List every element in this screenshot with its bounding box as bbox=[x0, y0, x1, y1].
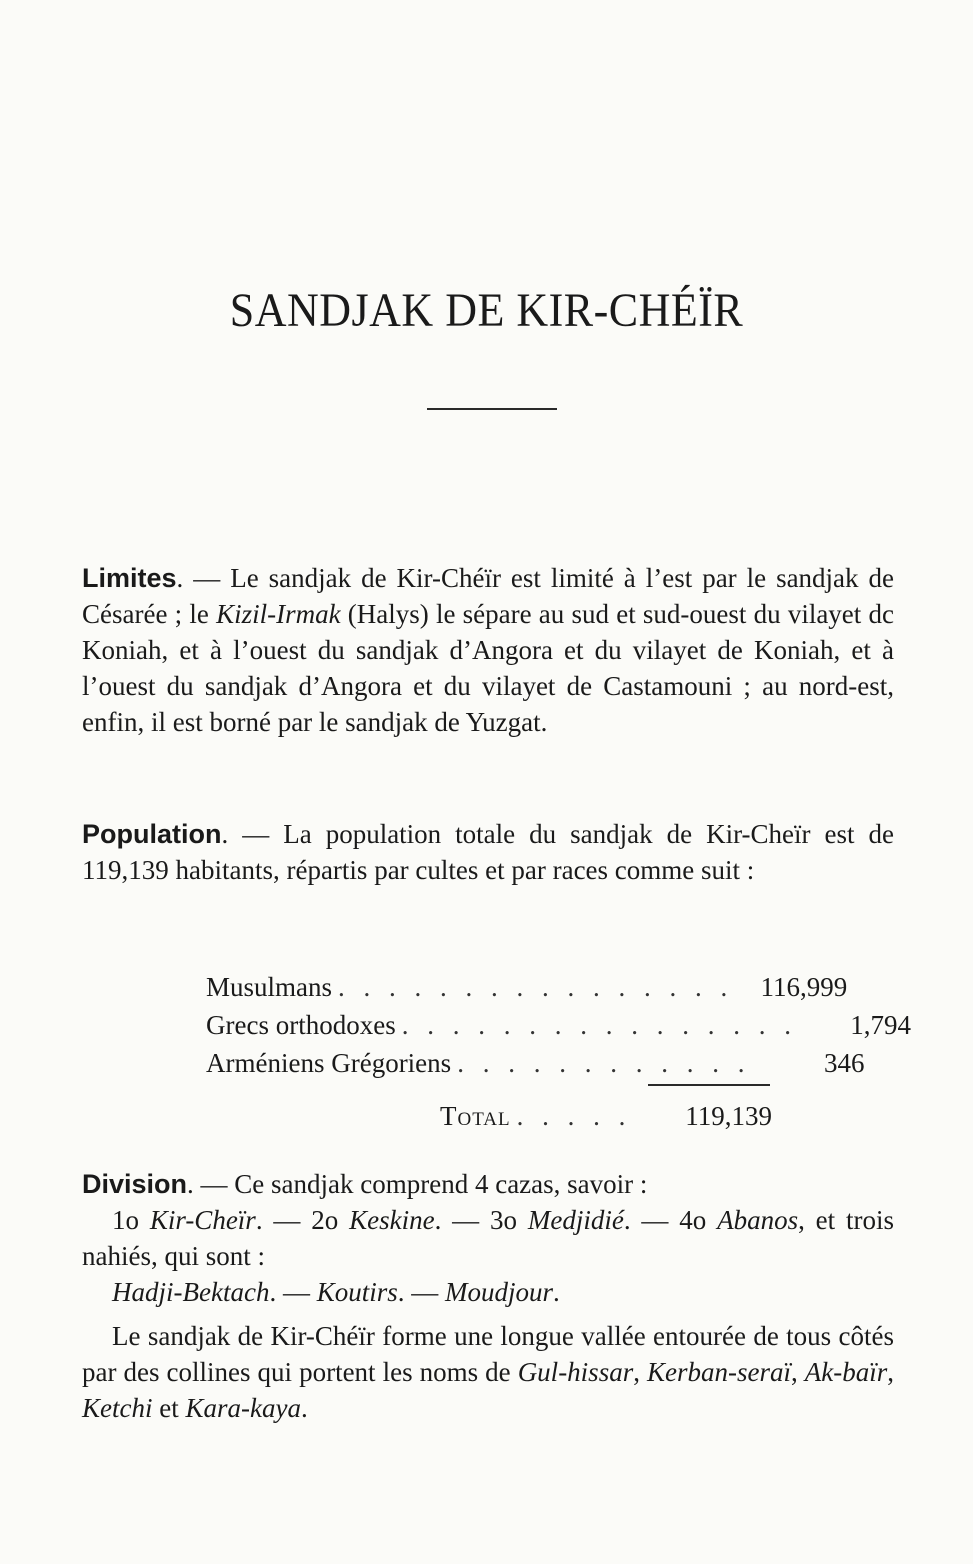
population-row bbox=[206, 1006, 911, 1044]
colline-separator: , bbox=[887, 1357, 895, 1387]
caza-abanos: Abanos bbox=[717, 1205, 799, 1235]
colline-kara-kaya: Kara-kaya bbox=[185, 1393, 301, 1423]
caza-kir-cheir: Kir-Cheïr bbox=[149, 1205, 256, 1235]
limites-heading: Limites bbox=[82, 563, 177, 593]
population-paragraph bbox=[82, 816, 894, 888]
colline-separator: et bbox=[152, 1393, 186, 1423]
limites-paragraph bbox=[82, 560, 894, 740]
population-total-dots: . . . . . bbox=[516, 1101, 632, 1131]
colline-ketchi: Ketchi bbox=[82, 1393, 153, 1423]
caza-separator: . — 4o bbox=[623, 1205, 718, 1235]
caza-keskine: Keskine bbox=[349, 1205, 435, 1235]
population-row-label: Musulmans bbox=[206, 972, 333, 1002]
population-row-dots: . . . . . . . . . . . . . . . . bbox=[338, 972, 734, 1002]
population-table bbox=[206, 968, 911, 1082]
population-row-value: 116,999 bbox=[760, 972, 848, 1002]
population-row-label: Grecs orthodoxes bbox=[206, 1010, 396, 1040]
population-total-label: Total bbox=[440, 1101, 511, 1131]
population-row bbox=[206, 1044, 865, 1082]
division-text-2: , et trois nahiés, qui sont : bbox=[82, 1205, 894, 1271]
division-heading: Division bbox=[82, 1169, 188, 1199]
nahie-end: . bbox=[552, 1277, 560, 1307]
colline-separator: , bbox=[791, 1357, 805, 1387]
page-title: SANDJAK DE KIR-CHÉÏR bbox=[229, 284, 744, 337]
vallee-end: . bbox=[300, 1393, 308, 1423]
title-rule bbox=[427, 408, 557, 410]
nahie-koutirs: Koutirs bbox=[316, 1277, 398, 1307]
population-row-label: Arméniens Grégoriens bbox=[206, 1048, 452, 1078]
population-heading: Population bbox=[82, 819, 222, 849]
population-row bbox=[206, 968, 848, 1006]
colline-ak-bair: Ak-baïr bbox=[804, 1357, 888, 1387]
colline-separator: , bbox=[633, 1357, 647, 1387]
limites-text-2: (Halys) le sépare au sud et sud-ouest du vilayet dc Koniah, et à l’ouest du sandjak d’Angora et du vilayet de Koniah, et à l’ouest du sandjak d’Angora et du vilayet de Castamouni ; au nord-est, enfin, il est borné par le sandjak de Yuzgat. bbox=[82, 599, 894, 737]
caza-separator: . — 2o bbox=[255, 1205, 350, 1235]
population-row-dots: . . . . . . . . . . . . . . . . bbox=[401, 1010, 797, 1040]
division-paragraph bbox=[82, 1166, 894, 1310]
colline-gul-hissar: Gul-hissar bbox=[517, 1357, 634, 1387]
caza-separator: . — 3o bbox=[434, 1205, 528, 1235]
population-total-row bbox=[440, 1098, 772, 1134]
limites-kizil-irmak: Kizil-Irmak bbox=[216, 599, 341, 629]
population-text: . — La population totale du sandjak de Kir-Cheïr est de 119,139 habitants, répartis par cultes et par races comme suit : bbox=[82, 819, 894, 885]
division-text-1: . — Ce sandjak comprend 4 cazas, savoir : bbox=[187, 1169, 648, 1199]
limites-text-1: . — Le sandjak de Kir-Chéïr est limité à l’est par le sandjak de Césarée ; le bbox=[82, 563, 894, 629]
population-total-value: 119,139 bbox=[685, 1101, 772, 1131]
population-row-dots: . . . . . . . . . . . . bbox=[457, 1048, 751, 1078]
colline-kerban-serai: Kerban-seraï bbox=[647, 1357, 791, 1387]
nahie-hadji-bektach: Hadji-Bektach bbox=[112, 1277, 270, 1307]
caza-1-number: 1o bbox=[112, 1205, 150, 1235]
population-row-value: 1,794 bbox=[850, 1010, 911, 1040]
vallee-paragraph bbox=[82, 1318, 894, 1426]
caza-medjidie: Medjidié bbox=[527, 1205, 624, 1235]
total-rule bbox=[648, 1084, 770, 1086]
vallee-text: Le sandjak de Kir-Chéïr forme une longue vallée entourée de tous côtés par des collines qui portent les noms de bbox=[82, 1321, 894, 1387]
nahie-moudjour: Moudjour bbox=[444, 1277, 553, 1307]
nahie-separator: . — bbox=[397, 1277, 445, 1307]
population-row-value: 346 bbox=[823, 1048, 865, 1078]
nahie-separator: . — bbox=[269, 1277, 317, 1307]
